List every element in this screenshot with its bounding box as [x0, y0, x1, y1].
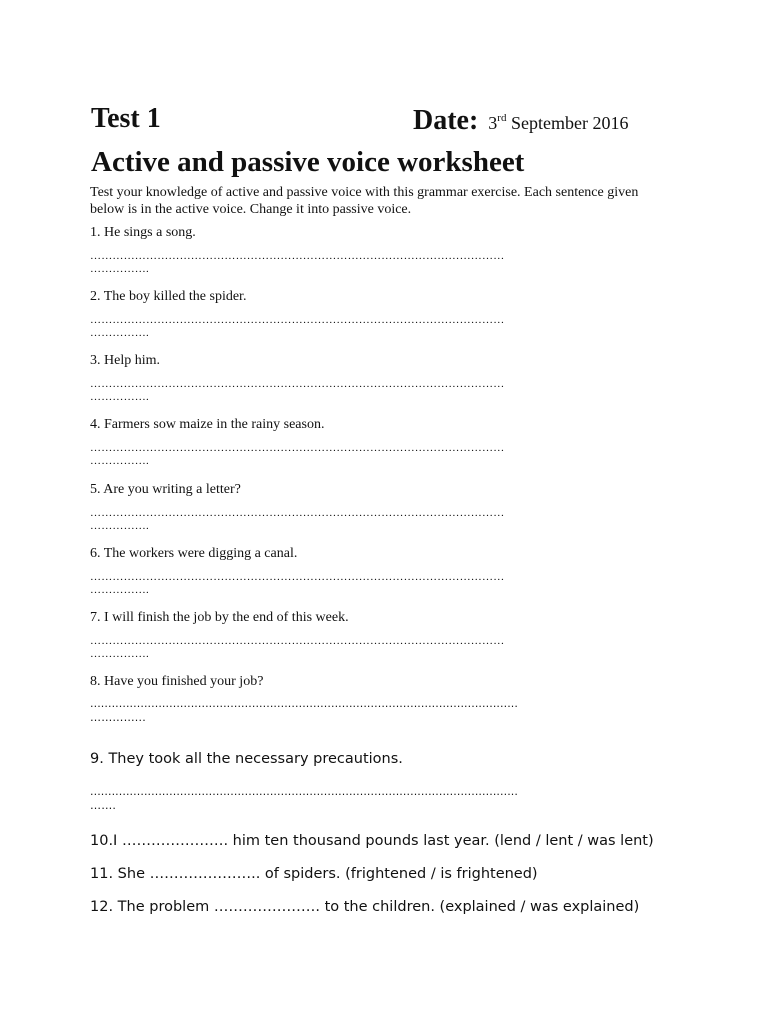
question-sentence: Are you writing a letter?	[103, 482, 241, 497]
question-text	[90, 352, 675, 370]
answer-line-end[interactable]: …………….	[90, 391, 149, 403]
date-suffix: rd	[497, 112, 507, 124]
answer-line[interactable]: …………………………………………………………………………………………………	[90, 635, 505, 647]
question-4	[90, 416, 675, 468]
answer-line-end[interactable]: …………….	[90, 648, 149, 660]
question-number: 1.	[90, 225, 101, 240]
worksheet-instructions: Test your knowledge of active and passive voice with this grammar exercise. Each sentence given below is in the active voice. Change it into passive voice.	[90, 185, 639, 217]
question-number: 3.	[90, 353, 101, 368]
answer-line-end[interactable]: …………...	[90, 711, 146, 724]
date-label: Date:	[413, 105, 479, 136]
question-number: 6.	[90, 546, 101, 561]
answer-line-end[interactable]: …………….	[90, 327, 149, 339]
question-sentence: The boy killed the spider.	[103, 289, 247, 304]
answer-line[interactable]: …………………………………………………………………………………………………	[90, 378, 505, 390]
question-3	[90, 352, 675, 404]
question-text	[90, 481, 675, 499]
question-number: 9.	[90, 751, 104, 767]
date-value	[488, 113, 628, 133]
answer-line[interactable]: …………………………………………………………………………………………………	[90, 442, 505, 454]
question-number: 8.	[90, 674, 101, 689]
answer-line-end[interactable]: …….	[90, 799, 117, 812]
answer-line[interactable]: …………………………………………………………………………………………………	[90, 507, 505, 519]
question-sentence: Help him.	[104, 353, 160, 368]
question-text	[90, 545, 675, 563]
question-sentence: I will finish the job by the end of this week.	[104, 610, 349, 625]
question-number: 5.	[90, 482, 101, 497]
question-7	[90, 609, 675, 661]
question-text	[90, 673, 675, 691]
question-text	[90, 288, 675, 306]
question-number: 7.	[90, 610, 101, 625]
answer-line-end[interactable]: …………….	[90, 455, 149, 467]
answer-line-end[interactable]: …………….	[90, 520, 149, 532]
question-sentence: The workers were digging a canal.	[103, 546, 298, 561]
fill-in-question-10: 10.I …………………. him ten thousand pounds last year. (lend / lent / was lent)	[90, 833, 654, 849]
answer-line[interactable]: …………………………………………………………………………………………………	[90, 250, 505, 262]
question-number: 2.	[90, 289, 101, 304]
answer-line[interactable]: …………………………………………………………………………………………………	[90, 571, 505, 583]
question-sentence: They took all the necessary precautions.	[108, 751, 403, 767]
answer-line-end[interactable]: …………….	[90, 263, 149, 275]
question-5	[90, 481, 675, 533]
question-sentence: He sings a song.	[104, 225, 196, 240]
question-sentence: Have you finished your job?	[104, 674, 264, 689]
question-2	[90, 288, 675, 340]
question-sentence: Farmers sow maize in the rainy season.	[104, 417, 325, 432]
question-text	[90, 609, 675, 627]
answer-line[interactable]: .......................................................................................................................	[90, 697, 518, 710]
date-day: 3	[488, 113, 498, 133]
question-6	[90, 545, 675, 597]
date-block	[413, 100, 628, 144]
worksheet-header	[90, 100, 675, 140]
question-text	[90, 224, 675, 242]
fill-in-question-11: 11. She ………………….. of spiders. (frightened / is frightened)	[90, 866, 538, 882]
question-8	[90, 673, 675, 724]
test-label: Test 1	[91, 103, 161, 134]
answer-line[interactable]: …………………………………………………………………………………………………	[90, 314, 505, 326]
answer-line-end[interactable]: …………….	[90, 584, 149, 596]
answer-line[interactable]: .......................................................................................................................	[90, 785, 518, 798]
date-rest: September 2016	[510, 113, 629, 133]
question-text	[90, 416, 675, 434]
question-9	[90, 749, 675, 812]
worksheet-title: Active and passive voice worksheet	[91, 146, 525, 178]
question-number: 4.	[90, 417, 101, 432]
fill-in-question-12: 12. The problem …………………. to the children. (explained / was explained)	[90, 899, 640, 915]
question-1	[90, 224, 675, 276]
question-text	[90, 749, 675, 769]
